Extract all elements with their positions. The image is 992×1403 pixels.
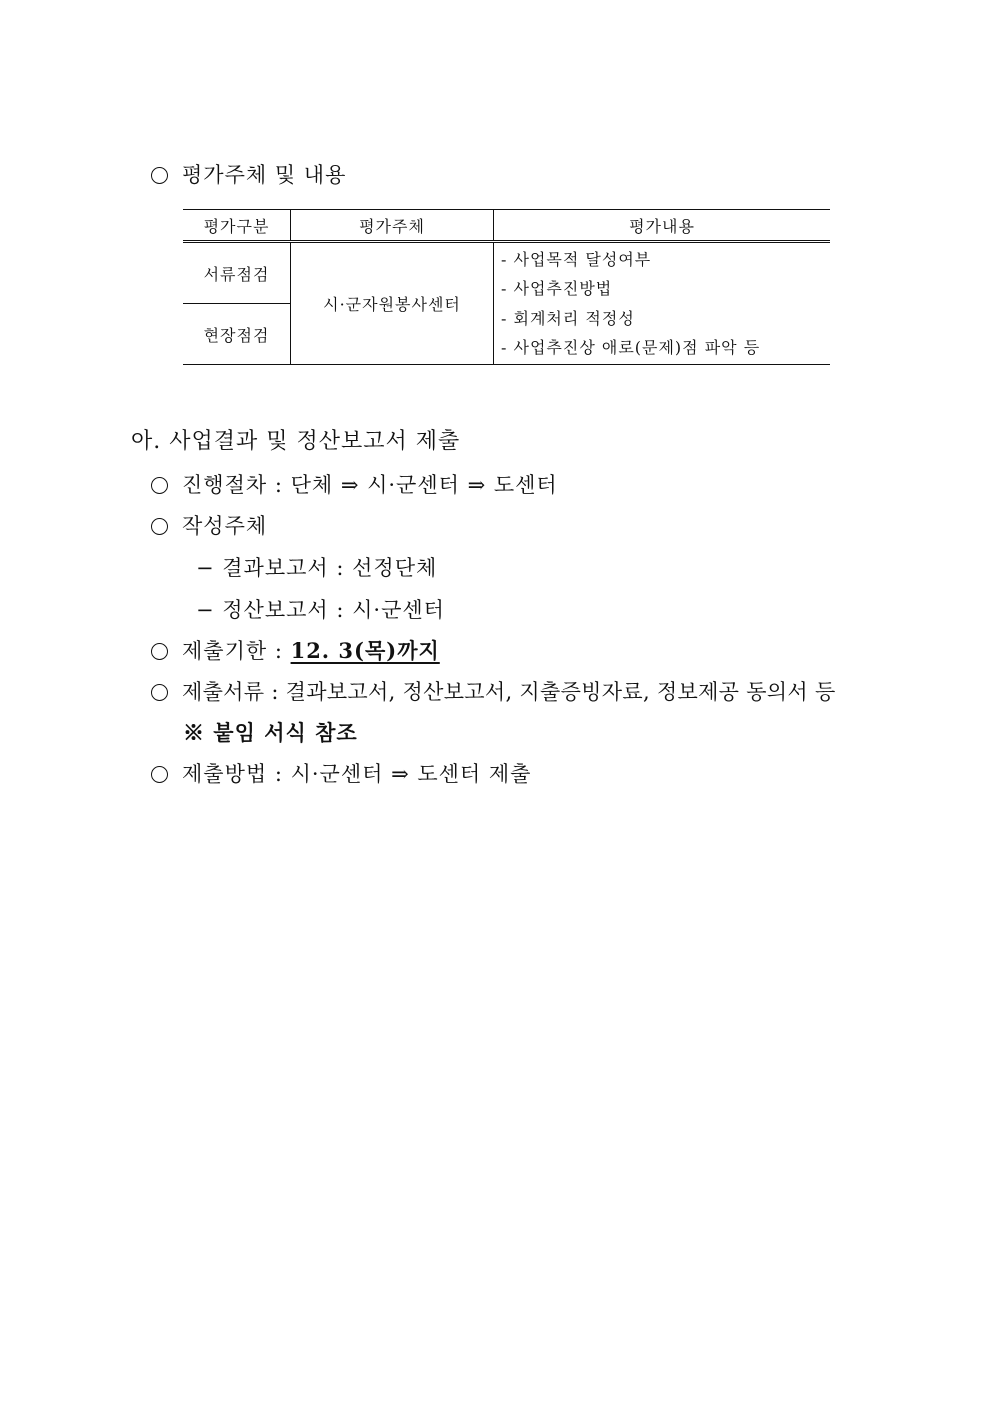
table-row: [183, 242, 830, 304]
procedure-bullet: [151, 471, 558, 499]
documents-bullet: [151, 678, 836, 706]
circle-bullet-icon: [151, 167, 168, 184]
circle-bullet-icon: [151, 643, 168, 660]
writer-label: 작성주체: [182, 514, 268, 538]
content-item: - 회계처리 적정성: [501, 308, 635, 328]
content-item: - 사업추진방법: [501, 279, 613, 298]
eval-subject-text: 평가주체 및 내용: [182, 163, 347, 187]
circle-bullet-icon: [151, 766, 168, 783]
deadline-value: 12. 3(목)까지: [290, 638, 440, 663]
deadline-bullet: [151, 637, 440, 665]
writer-item-result: − 결과보고서 : 선정단체: [196, 556, 438, 580]
circle-bullet-icon: [151, 518, 168, 535]
content-cell: [494, 242, 831, 365]
row-type-document: 서류점검: [183, 242, 291, 304]
method-text: 제출방법 : 시·군센터 ⇒ 도센터 제출: [182, 762, 532, 786]
method-bullet: [151, 760, 531, 788]
header-eval-content: 평가내용: [494, 210, 831, 242]
subject-cell: 시·군자원봉사센터: [291, 242, 494, 365]
documents-text: 제출서류 : 결과보고서, 정산보고서, 지출증빙자료, 정보제공 동의서 등: [182, 680, 836, 704]
procedure-text: 진행절차 : 단체 ⇒ 시·군센터 ⇒ 도센터: [182, 473, 558, 497]
section-heading: 아. 사업결과 및 정산보고서 제출: [131, 429, 461, 454]
circle-bullet-icon: [151, 477, 168, 494]
writer-item-settlement: − 정산보고서 : 시·군센터: [196, 598, 445, 622]
writer-bullet: [151, 512, 267, 540]
row-type-site: 현장점검: [183, 304, 291, 365]
eval-subject-bullet: [151, 161, 346, 189]
header-eval-type: 평가구분: [183, 210, 291, 242]
attachment-note: ※ 붙임 서식 참조: [183, 720, 358, 745]
evaluation-table: [183, 209, 830, 365]
content-item: - 사업목적 달성여부: [501, 249, 652, 269]
circle-bullet-icon: [151, 684, 168, 701]
deadline-label: 제출기한 :: [182, 639, 291, 663]
header-eval-subject: 평가주체: [291, 210, 494, 242]
content-item: - 사업추진상 애로(문제)점 파악 등: [501, 338, 761, 357]
table-header-row: [183, 210, 830, 242]
